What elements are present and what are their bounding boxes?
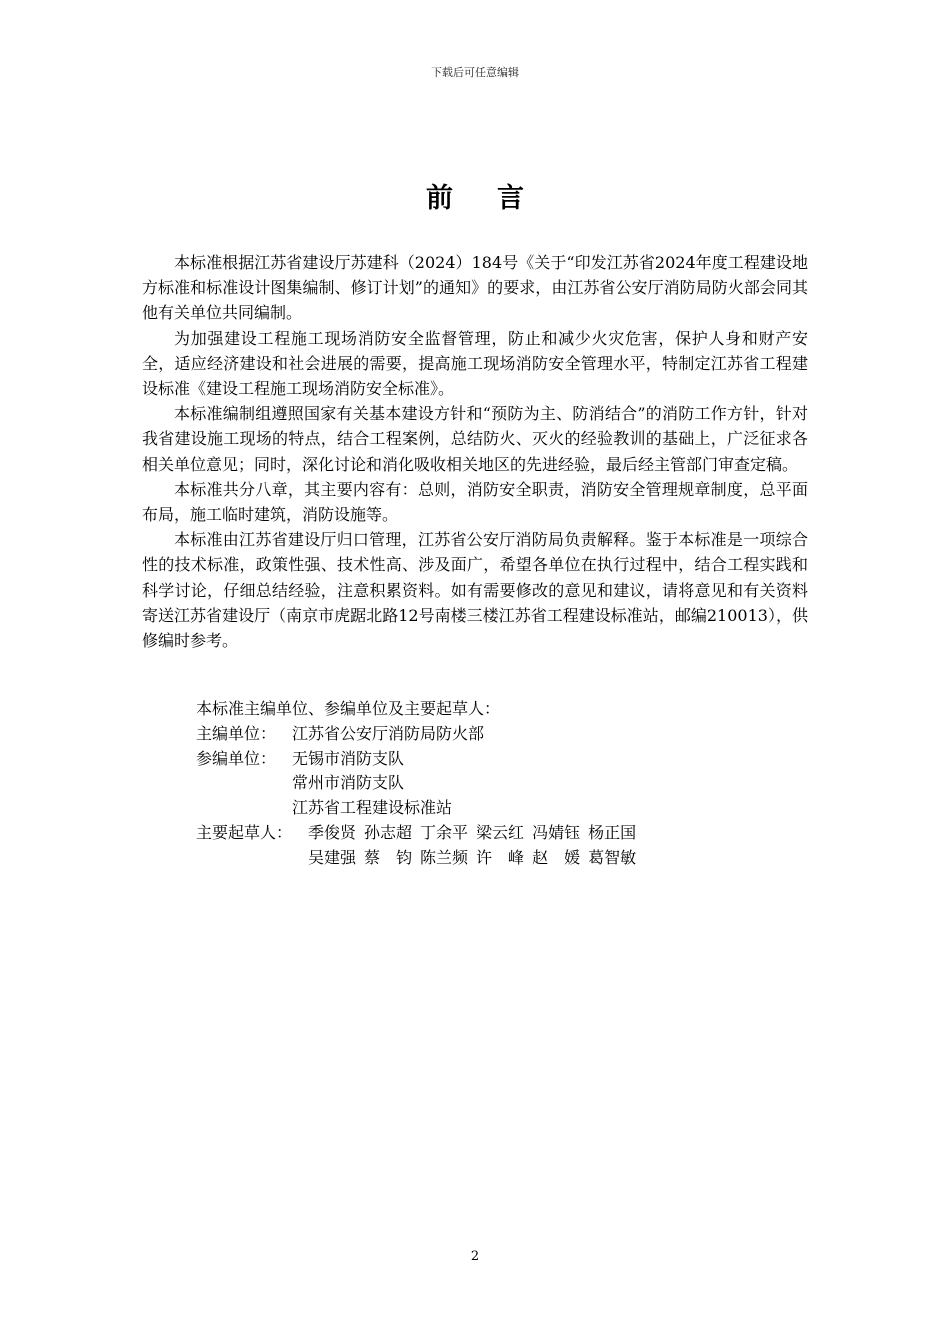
- paragraph-3: 本标准编制组遵照国家有关基本建设方针和“预防为主、防消结合”的消防工作方针，针对我省建设施工现场的特点，结合工程案例，总结防火、灭火的经验教训的基础上，广泛征求各相关单位意见；同时，深化讨论和消化吸收相关地区的先进经验，最后经主管部门审查定稿。: [142, 404, 808, 474]
- drafter-name: 杨正国: [588, 822, 637, 842]
- credits-section: [196, 697, 796, 871]
- drafter-name: 梁云红: [476, 822, 525, 842]
- chief-unit-row: [196, 722, 796, 747]
- chief-unit-label: 主编单位：: [196, 723, 277, 743]
- drafters-label: 主要起草人：: [196, 822, 293, 842]
- drafter-name: 葛智敏: [588, 847, 637, 867]
- paragraph-5: 本标准由江苏省建设厅归口管理，江苏省公安厅消防局负责解释。鉴于本标准是一项综合性的技术标准，政策性强、技术性高、涉及面广，希望各单位在执行过程中，结合工程实践和科学讨论，仔细总结经验，注意积累资料。如有需要修改的意见和建议，请将意见和有关资料寄送江苏省建设厅（南京市虎踞北路12号南楼三楼江苏省工程建设标准站，邮编210013），供修编时参考。: [142, 530, 808, 651]
- drafter-name: 许 峰: [476, 847, 525, 867]
- paragraph-2: 为加强建设工程施工现场消防安全监督管理，防止和减少火灾危害，保护人身和财产安全，适应经济建设和社会进展的需要，提高施工现场消防安全管理水平，特制定江苏省工程建设标准《建设工程施工现场消防安全标准》。: [142, 328, 808, 399]
- drafters-row: [196, 846, 796, 871]
- drafters-row: [196, 821, 796, 846]
- drafter-name: 赵 媛: [532, 847, 581, 867]
- chief-unit-name: 江苏省公安厅消防局防火部: [292, 723, 485, 743]
- drafter-name: 丁余平: [420, 822, 469, 842]
- participating-unit-name: 常州市消防支队: [292, 773, 405, 793]
- participating-unit-name: 江苏省工程建设标准站: [292, 798, 453, 818]
- participating-unit-row: [196, 796, 796, 821]
- participating-unit-label: 参编单位：: [196, 748, 277, 768]
- page-header-note: 下载后可任意编辑: [431, 66, 519, 79]
- credits-intro: 本标准主编单位、参编单位及主要起草人：: [196, 699, 501, 718]
- drafter-name: 孙志超: [364, 822, 413, 842]
- paragraph-4: 本标准共分八章，其主要内容有：总则，消防安全职责，消防安全管理规章制度，总平面布局，施工临时建筑，消防设施等。: [142, 479, 808, 525]
- paragraph-1: 本标准根据江苏省建设厅苏建科（2024）184号《关于“印发江苏省2024年度工程建设地方标准和标准设计图集编制、修订计划”的通知》的要求，由江苏省公安厅消防局防火部会同其他有关单位共同编制。: [142, 253, 808, 323]
- drafter-name: 冯婧钰: [532, 822, 581, 842]
- drafter-name: 陈兰频: [420, 847, 469, 867]
- drafter-name: 蔡 钧: [364, 847, 413, 867]
- participating-unit-name: 无锡市消防支队: [292, 748, 405, 768]
- page-number: 2: [470, 1249, 480, 1264]
- drafter-name: 季俊贤: [308, 822, 357, 842]
- page-title: 前言: [426, 183, 568, 214]
- participating-unit-row: [196, 747, 796, 772]
- participating-unit-row: [196, 771, 796, 796]
- drafter-name: 吴建强: [308, 847, 357, 867]
- preface-body: [142, 250, 808, 653]
